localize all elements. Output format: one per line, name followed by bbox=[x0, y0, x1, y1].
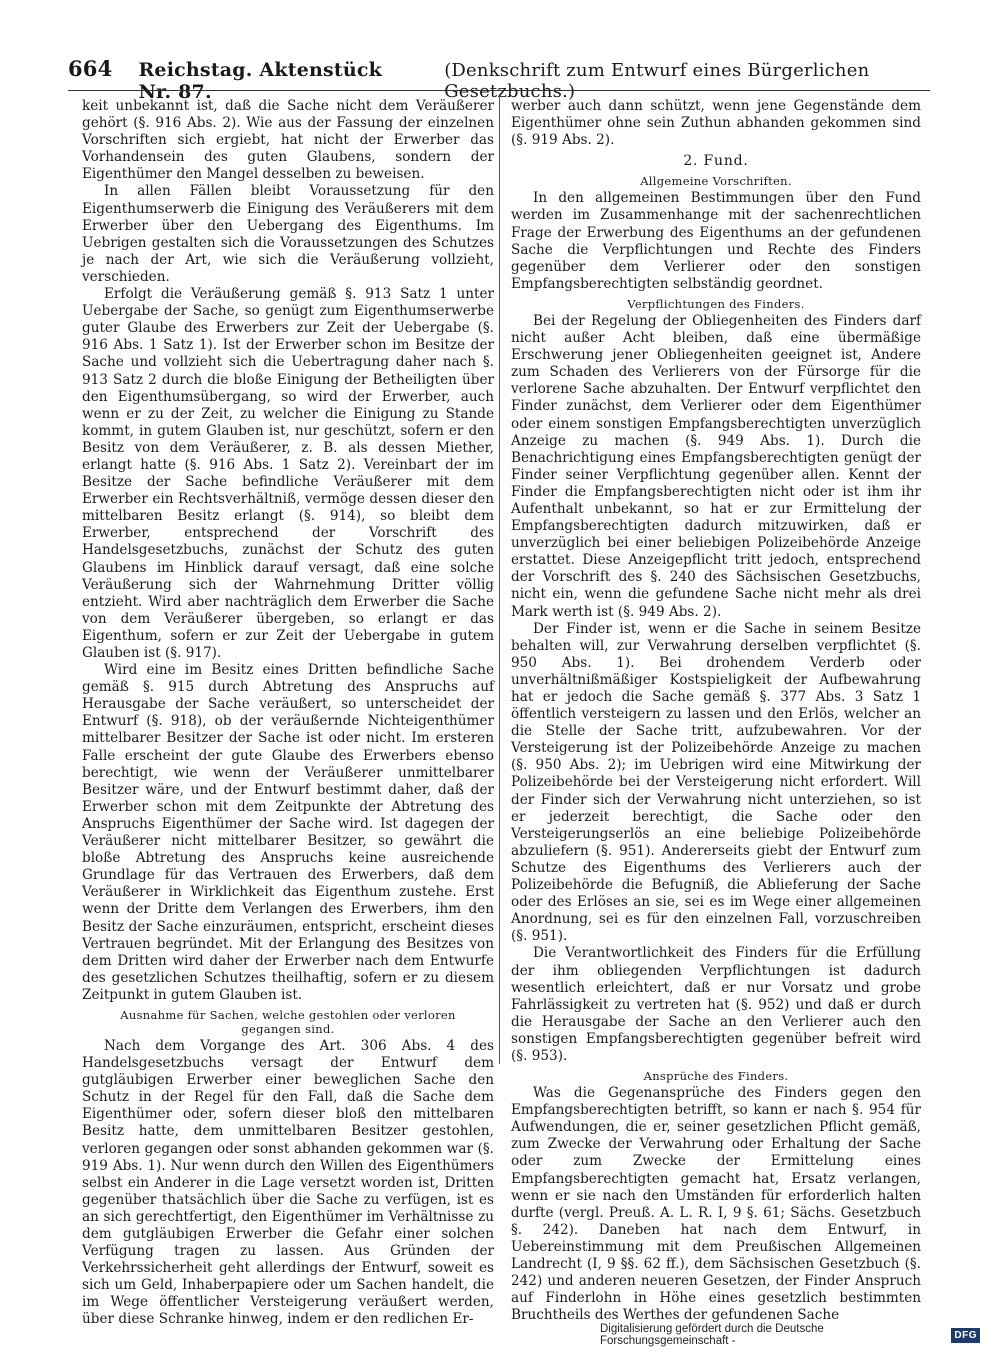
paragraph: keit unbekannt ist, daß die Sache nicht dem Veräußerer gehört (§. 916 Abs. 2). Wie aus der Fassung der einzelnen Vorschriften sich ergiebt, hat nicht der Erwerber das Vorhandensein des guten Glaubens, sondern der Eigenthümer den Mangel desselben zu beweisen. bbox=[82, 98, 494, 183]
left-column bbox=[82, 98, 494, 1329]
header-rule bbox=[68, 90, 930, 91]
section-heading: Verpflichtungen des Finders. bbox=[627, 296, 805, 311]
document-subtitle: (Denkschrift zum Entwurf eines Bürgerlichen Gesetzbuchs.) bbox=[444, 60, 870, 102]
paragraph: In den allgemeinen Bestimmungen über den Fund werden im Zusammenhange mit der sachenrechtlichen Frage der Erwerbung des Eigenthums an der gefundenen Sache die Verpflichtungen und Rechte des Finders gegenüber dem Verlierer oder den sonstigen Empfangsberechtigten selbständig geordnet. bbox=[511, 190, 921, 292]
paragraph: Erfolgt die Veräußerung gemäß §. 913 Satz 1 unter Uebergabe der Sache, so genügt zum Eigenthumserwerbe guter Glaube des Erwerbers zur Zeit der Uebergabe (§. 916 Abs. 1 Satz 1). Ist der Erwerber schon im Besitze der Sache und vollzieht sich die Uebertragung daher nach §. 913 Satz 2 durch die bloße Einigung der Betheiligten über den Eigenthumsübergang, so wird der Erwerber, auch wenn er zu der Zeit, zu welcher die Einigung zu Stande kommt, in gutem Glauben ist, nur geschützt, sofern er den Besitz von dem Veräußerer, z. B. als dessen Miether, erlangt hatte (§. 916 Abs. 1 Satz 2). Vereinbart der im Besitze der Sache befindliche Veräußerer mit dem Erwerber ein Rechtsverhältniß, vermöge dessen dieser den mittelbaren Besitz erlangt (§. 914), so bleibt dem Erwerber, entsprechend der Vorschrift des Handelsgesetzbuchs, zunächst der Schutz des guten Glaubens im Hinblick darauf versagt, daß eine solche Veräußerung sich der Wahrnehmung Dritter völlig entzieht. Wird aber nachträglich dem Erwerber die Sache von dem Veräußerer übergeben, so erlangt er das Eigenthum, sofern er zur Zeit der Uebergabe in gutem Glauben ist (§. 917). bbox=[82, 286, 494, 661]
section-heading: Ausnahme für Sachen, welche gestohlen oder verloren gegangen sind. bbox=[120, 1007, 456, 1036]
paragraph: In allen Fällen bleibt Voraussetzung für den Eigenthumserwerb die Einigung des Veräußerers mit dem Erwerber über den Uebergang des Eigenthums. Im Uebrigen gestalten sich die Voraussetzungen des Schutzes je nach der Art, wie sich die Veräußerung vollzieht, verschieden. bbox=[82, 183, 494, 285]
paragraph: Wird eine im Besitz eines Dritten befindliche Sache gemäß §. 915 durch Abtretung des Anspruchs auf Herausgabe der Sache veräußert, so unterscheidet der Entwurf (§. 918), ob der veräußernde Nichteigenthümer mittelbarer Besitzer der Sache ist oder nicht. Im ersteren Falle erscheint der gute Glaube des Erwerbers ebenso berechtigt, wie wenn der Veräußerer unmittelbarer Besitzer wäre, und der Entwurf bestimmt daher, daß der Erwerber schon mit dem Zeitpunkte der Abtretung des Anspruchs Eigenthümer der Sache wird. Ist dagegen der Veräußerer nicht mittelbarer Besitzer, so gewährt die bloße Abtretung des Anspruchs keine ausreichende Grundlage für das Vertrauen des Erwerbers, daß dem Veräußerer in Wirklichkeit das Eigenthum zustehe. Erst wenn der Dritte dem Verlangen des Erwerbers, ihm den Besitz der Sache einzuräumen, entspricht, erscheint dieses Vertrauen begründet. Mit der Erlangung des Besitzes von dem Dritten wird daher der Erwerber nach dem Entwurfe des gesetzlichen Schutzes theilhaftig, sofern er zu diesem Zeitpunkt in gutem Glauben ist. bbox=[82, 662, 494, 1003]
column-divider bbox=[499, 96, 500, 1064]
page-number: 664 bbox=[68, 56, 113, 81]
section-heading: Ansprüche des Finders. bbox=[643, 1069, 789, 1084]
paragraph: Was die Gegenansprüche des Finders gegen den Empfangsberechtigten betrifft, so kann er nach §. 954 für Aufwendungen, die er, seiner gesetzlichen Pflicht gemäß, zum Zwecke der Verwahrung oder Erhaltung der Sache oder zum Zwecke der Ermittelung eines Empfangsberechtigten gemacht hat, Ersatz verlangen, wenn er sie nach den Umständen für erforderlich halten durfte (vergl. Preuß. A. L. R. I, 9 §. 61; Sächs. Gesetzbuch §. 242). Daneben hat nach dem Entwurf, in Uebereinstimmung mit dem Preußischen Allgemeinen Landrecht (I, 9 §§. 62 ff.), dem Sächsischen Gesetzbuch (§. 242) und anderen neueren Gesetzen, der Finder Anspruch auf Finderlohn in Höhe eines gesetzlich bestimmten Bruchtheils des Werthes der gefundenen Sache bbox=[511, 1085, 921, 1324]
footer-text: Digitalisierung gefördert durch die Deutsche Forschungsgemeinschaft - bbox=[600, 1323, 824, 1347]
digitization-footer bbox=[600, 1323, 980, 1347]
paragraph: Die Verantwortlichkeit des Finders für die Erfüllung der ihm obliegenden Verpflichtungen ist dadurch wesentlich erleichtert, daß er nur Vorsatz und grobe Fahrlässigkeit zu vertreten hat (§. 952) und daß er durch die Herausgabe der Sache an den Verlierer auch den sonstigen Empfangsberechtigten gegenüber befreit wird (§. 953). bbox=[511, 945, 921, 1064]
section-title: 2. Fund. bbox=[683, 153, 749, 170]
paragraph: Der Finder ist, wenn er die Sache in seinem Besitze behalten will, zur Verwahrung derselben verpflichtet (§. 950 Abs. 1). Bei drohendem Verderb oder unverhältnißmäßiger Kostspieligkeit der Aufbewahrung hat er jedoch die Sache gemäß §. 377 Abs. 3 Satz 1 öffentlich versteigern zu lassen und den Erlös, welcher an die Stelle der Sache tritt, aufzubewahren. Vor der Versteigerung ist der Polizeibehörde Anzeige zu machen (§. 950 Abs. 2); im Uebrigen wird eine Mitwirkung der Polizeibehörde bei der Versteigerung nicht erfordert. Will der Finder sich der Verwahrung nicht unterziehen, so ist er jederzeit berechtigt, die Sache oder den Versteigerungserlös an eine beliebige Polizeibehörde abzuliefern (§. 951). Andererseits giebt der Entwurf zum Schutze des Eigenthums des Verlierers auch der Polizeibehörde die Befugniß, die Ablieferung der Sache oder des Erlöses an sie, sei es im Wege einer allgemeinen Anordnung, sei es für den einzelnen Fall, vorzuschreiben (§. 951). bbox=[511, 620, 921, 945]
running-title: Reichstag. Aktenstück Nr. 87. bbox=[138, 59, 383, 103]
paragraph: Nach dem Vorgange des Art. 306 Abs. 4 des Handelsgesetzbuchs versagt der Entwurf dem gutgläubigen Erwerber einer beweglichen Sache den Schutz in der Regel für den Fall, daß die Sache dem Eigenthümer oder, sofern dieser bloß den mittelbaren Besitz hatte, dem unmittelbaren Besitzer gestohlen, verloren gegangen oder sonst abhanden gekommen war (§. 919 Abs. 1). Nur wenn durch den Willen des Eigenthümers selbst ein Anderer in die Lage versetzt worden ist, Dritten gegenüber thatsächlich über die Sache zu verfügen, ist es an sich gerechtfertigt, den Eigenthümer im Verhältnisse zu dem gutgläubigen Erwerber die Gefahr einer solchen Verfügung tragen zu lassen. Aus Gründen der Verkehrssicherheit geht allerdings der Entwurf, soweit es sich um Geld, Inhaberpapiere oder um Sachen handelt, die im Wege öffentlicher Versteigerung veräußert werden, über diese Schranke hinweg, indem er den redlichen Er- bbox=[82, 1037, 494, 1328]
paragraph: werber auch dann schützt, wenn jene Gegenstände dem Eigenthümer ohne sein Zuthun abhanden gekommen sind (§. 919 Abs. 2). bbox=[511, 98, 921, 149]
paragraph: Bei der Regelung der Obliegenheiten des Finders darf nicht außer Acht bleiben, daß eine übermäßige Erschwerung jener Obliegenheiten geeignet ist, Andere zum Schaden des Verlierers von der Fürsorge für die verlorene Sache abzuhalten. Der Entwurf verpflichtet den Finder zunächst, dem Verlierer oder dem Eigenthümer oder einem sonstigen Empfangsberechtigten unverzüglich Anzeige zu machen (§. 949 Abs. 1). Durch die Benachrichtigung eines Empfangsberechtigten genügt der Finder seiner Verpflichtung gegenüber allen. Kennt der Finder die Empfangsberechtigten nicht oder ist ihm ihr Aufenthalt unbekannt, so hat er zur Ermittelung der Empfangsberechtigten dadurch mitzuwirken, daß er unverzüglich bei einer beliebigen Polizeibehörde Anzeige erstattet. Diese Anzeigepflicht tritt jedoch, entsprechend der Vorschrift des §. 240 des Sächsischen Gesetzbuchs, nicht ein, wenn die gefundene Sache nicht mehr als drei Mark werth ist (§. 949 Abs. 2). bbox=[511, 312, 921, 620]
section-heading: Allgemeine Vorschriften. bbox=[640, 174, 792, 189]
page-header bbox=[68, 56, 930, 103]
dfg-logo: DFG bbox=[951, 1328, 980, 1343]
right-column bbox=[511, 98, 921, 1324]
